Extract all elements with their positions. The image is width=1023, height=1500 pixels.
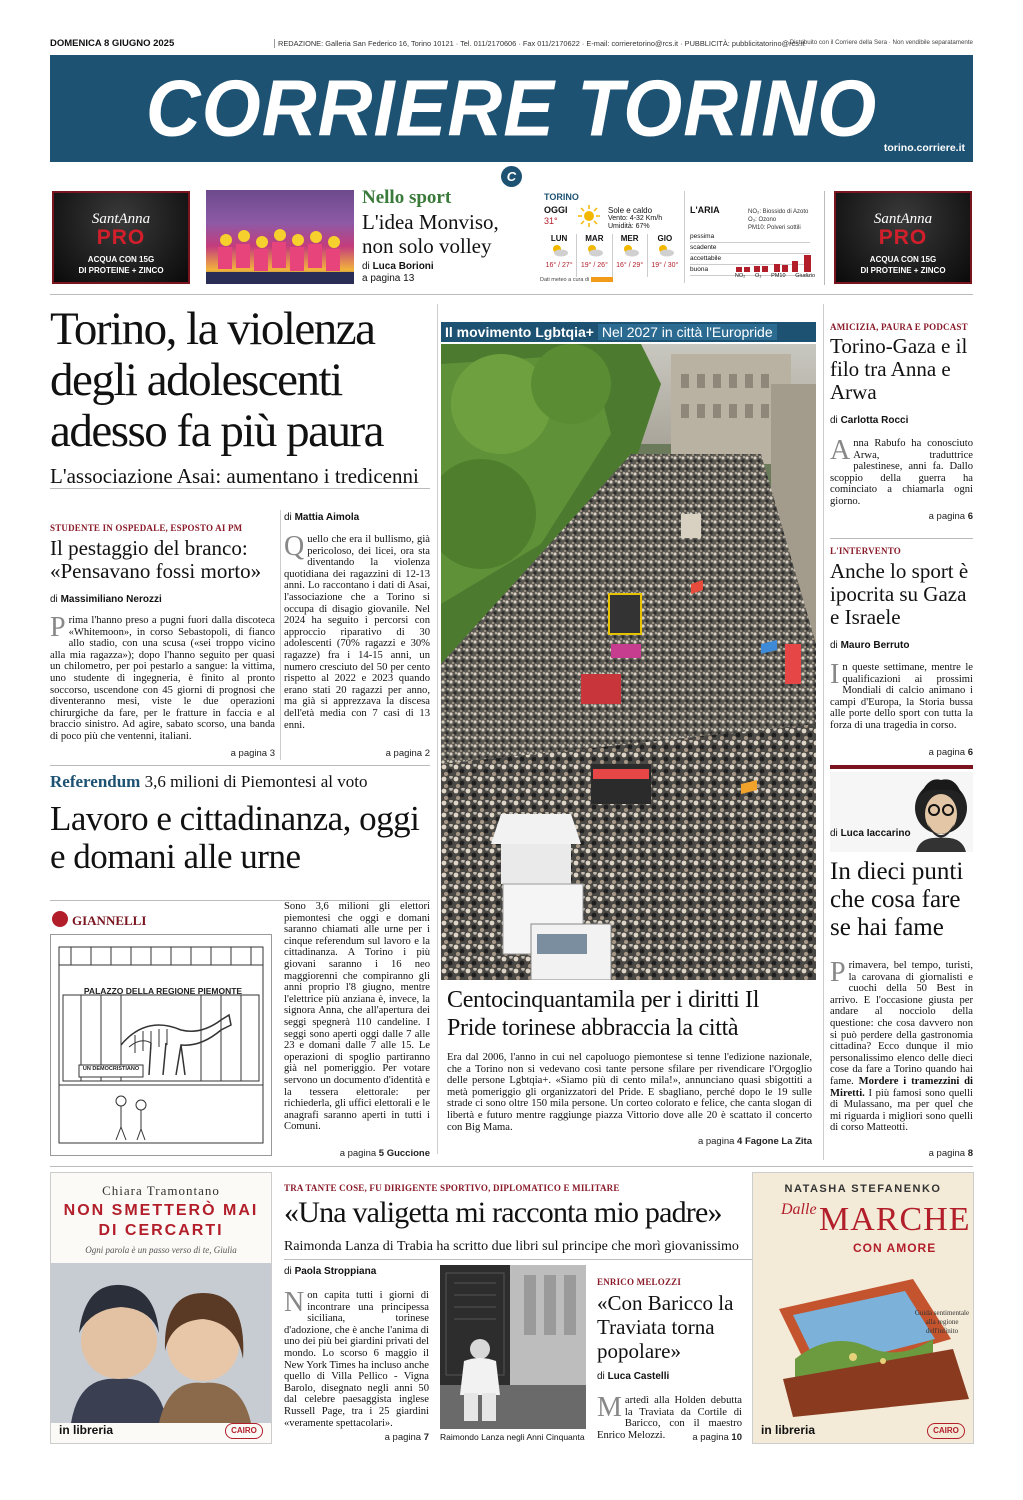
valigetta-author: Paola Stroppiana <box>294 1266 377 1277</box>
sun-icon <box>576 205 602 227</box>
food-author: Luca Iaccarino <box>840 828 911 839</box>
ad-product: PRO <box>96 226 146 249</box>
book-ad-right[interactable] <box>752 1172 974 1444</box>
sport-op-ref[interactable]: a pagina 6 <box>928 747 973 758</box>
beating-ref[interactable]: a pagina 3 <box>230 748 275 759</box>
lead-author: Mattia Aimola <box>294 512 360 523</box>
lead-byline: di Mattia Aimola <box>284 512 360 523</box>
beating-byline: di Massimiliano Nerozzi <box>50 594 162 605</box>
book-left-publisher: CAIRO <box>225 1423 263 1439</box>
traviata-ref[interactable]: a pagina 10 <box>692 1432 742 1443</box>
redazione-info: REDAZIONE: Galleria San Federico 16, Torino 10121 · Tel. 011/2170606 · Fax 011/2170622 · E-mail: corrieretorino@rcs.it · PUBBLICITÀ: pubblicitatorino@rcs.it <box>274 39 805 48</box>
partly-cloudy-icon <box>549 243 569 257</box>
food-byline: di Luca Iaccarino <box>830 828 911 839</box>
sport-title[interactable]: L'idea Monviso, non solo volley <box>362 210 499 258</box>
sport-op-byline: di Mauro Berruto <box>830 640 910 651</box>
top-bar <box>50 38 973 50</box>
author-portrait <box>910 776 972 852</box>
traviata-kicker: ENRICO MELOZZI <box>597 1277 682 1287</box>
referendum-kicker: Referendum 3,6 milioni di Piemontesi al voto <box>50 772 368 791</box>
forecast-day: MAR 19° / 26° <box>577 234 612 277</box>
pride-headline[interactable]: Centocinquantamila per i diritti Il Pride torinese abbraccia la città <box>447 987 760 1041</box>
air-quality-bars <box>730 241 815 273</box>
book-right-title-big: MARCHE <box>819 1201 971 1238</box>
traviata-headline[interactable]: «Con Baricco la Traviata torna popolare» <box>597 1291 734 1363</box>
partly-cloudy-icon <box>584 243 604 257</box>
weather-today-label: OGGI <box>544 205 568 215</box>
weather-desc: Sole e caldo <box>608 206 653 215</box>
cartoon-drawing <box>50 934 272 1156</box>
traviata-byline: di Luca Castelli <box>597 1371 670 1382</box>
air-title: L'ARIA <box>690 205 720 215</box>
valigetta-byline: di Paola Stroppiana <box>284 1266 377 1277</box>
gaza-ref[interactable]: a pagina 6 <box>928 511 973 522</box>
pride-photo <box>441 344 816 980</box>
book-left-title: NON SMETTERÒ MAI DI CERCARTI <box>63 1202 259 1239</box>
traviata-author: Luca Castelli <box>607 1371 670 1382</box>
beating-kicker: STUDENTE IN OSPEDALE, ESPOSTO AI PM <box>50 523 243 533</box>
sport-byline: di Luca Borioni <box>362 261 434 272</box>
partly-cloudy-icon <box>655 243 675 257</box>
lead-headline[interactable]: Torino, la violenza degli adolescenti adesso fa più paura <box>50 303 383 457</box>
book-right-guide: Guida sentimentale alla regione dell'infinito <box>914 1309 970 1335</box>
sport-op-author: Mauro Berruto <box>840 640 910 651</box>
forecast-day: GIO 19° / 30° <box>651 234 679 269</box>
traviata-body: Martedì alla Holden debutta la Traviata da Cortile di Baricco, con il maestro Enrico Melozzi. <box>597 1392 742 1441</box>
sport-op-headline[interactable]: Anche lo sport è ipocrita su Gaza e Israele <box>830 559 969 629</box>
ad-line1: ACQUA CON 15G <box>869 255 937 264</box>
sport-op-kicker: L'INTERVENTO <box>830 546 901 556</box>
ad-line2: DI PROTEINE + ZINCO <box>860 266 946 275</box>
book-right-footer: in libreria <box>761 1423 816 1437</box>
weather-city: TORINO <box>544 192 579 202</box>
website-url[interactable]: torino.corriere.it <box>883 142 965 154</box>
sport-kicker: Nello sport <box>362 187 452 208</box>
book-right-title-small: CON AMORE <box>853 1241 937 1255</box>
sport-author: Luca Borioni <box>372 261 434 272</box>
valigetta-ref[interactable]: a pagina 7 <box>384 1432 429 1443</box>
referendum-ref[interactable]: a pagina 5 Guccione <box>339 1148 430 1159</box>
lead-body: Quello che era il bullismo, già pericoloso, dei licei, ora sta diventando la violenza quotidiana dei ragazzini di 12-13 anni. Lo raccontano i dati di Asai, l'associazione che a Torino si occupa di disagio giovanile. Nel 2024 ha seguito i percorsi con approccio riparativo di 30 adolescenti (70% ragazzi e 30% ragazze) fra i 14-15 anni, un numero cresciuto del 50 per cento rispetto al 2022 e 2023 quando erano stati 20 ragazzi per anno, ma già si apprezzava la discesa dell'età media con 7 casi di 13 enni. <box>284 531 430 731</box>
forecast-row <box>542 234 682 277</box>
valigetta-photo-caption: Raimondo Lanza negli Anni Cinquanta <box>440 1432 585 1442</box>
valigetta-photo <box>440 1265 586 1429</box>
lead-subtitle: L'associazione Asai: aumentano i tredicenni <box>50 464 419 488</box>
masthead-title: CORRIERE TORINO <box>145 63 878 154</box>
pride-kicker: Il movimento Lgbtqia+ Nel 2027 in città l'Europride <box>441 322 816 342</box>
logo-c-icon: C <box>501 166 522 187</box>
food-ref[interactable]: a pagina 8 <box>928 1148 973 1159</box>
air-legend: NO₂: Biossido di Azoto O₃: Ozono PM10: Polveri sottili <box>748 209 809 231</box>
book-right-title-script: Dalle <box>781 1201 817 1218</box>
valigetta-body: Non capita tutti i giorni di incontrare una principessa siciliana, torinese d'adozione, che è anche l'anima di uno dei più bei giardini privati del mondo. Lo scorso 6 maggio il New York Times ha incluso anche quello di Villa Pellico - Vigna Barolo, disegnato negli anni 50 dal celebre paesaggista inglese Russell Page, tra i 25 giardini «veramente spettacolari». <box>284 1287 429 1429</box>
book-ad-left[interactable] <box>50 1172 272 1444</box>
weather-credit: Dati meteo a cura di <box>540 277 613 283</box>
cartoon-sign: UN DEMOCRISTIANO <box>82 1066 140 1072</box>
valigetta-headline[interactable]: «Una valigetta mi racconta mio padre» <box>284 1196 722 1229</box>
forecast-day: MER 16° / 29° <box>613 234 648 277</box>
food-body: Primavera, bel tempo, turisti, la carovana di giornalisti e cuochi della 50 Best in arrivo. E l'occasione giusta per andare al nocciolo della questione: che cosa davvero non si può perdere della gastronomia cittadina? Ecco dunque il mio personalissimo elenco delle dieci cose da fare a Torino quando hai fame. Mordere i tramezzini di Miretti. I più famosi sono quelli di Mulassano, ma per quel che mi riguarda i migliori sono quelli di corso Matteotti. <box>830 957 973 1134</box>
cartoon-label: GIANNELLI <box>72 913 147 928</box>
ad-brand: SantAnna <box>873 211 933 227</box>
pride-body: Era dal 2006, l'anno in cui nel capoluogo piemontese si tenne l'edizione nazionale, che a Torino non si vedevano così tante persone sfilare per rivendicare l'Orgoglio delle persone Lgbtqia+. «Siamo più di cento mila!», annunciano quasi sbigottiti a metà pomeriggio gli organizzatori del Pride. E sbagliano, perché dopo le 19 sulle strade ci sono oltre 150 mila persone. Un corteo colorato e felice, che canta slogan di libertà e futuro mentre raggiunge piazza Vittorio dove alle 20 è scattato il concerto con Big Mama. <box>447 1052 812 1133</box>
weather-today-temp: 31° <box>544 216 558 226</box>
weather-humidity: Umidità: 67% <box>608 223 650 230</box>
ad-brand: SantAnna <box>91 211 151 227</box>
weather-panel <box>532 191 825 285</box>
cartoon-box <box>50 904 275 1159</box>
book-right-cover-art <box>773 1269 973 1419</box>
distribution-note: Distribuito con il Corriere della Sera · Non vendibile separatamente <box>789 39 973 46</box>
gaza-headline[interactable]: Torino-Gaza e il filo tra Anna e Arwa <box>830 334 968 404</box>
book-left-tagline: Ogni parola è un passo verso di te, Giulia <box>85 1245 237 1255</box>
book-right-publisher: CAIRO <box>927 1423 965 1439</box>
gaza-author: Carlotta Rocci <box>840 415 909 426</box>
sport-ref: a pagina 13 <box>362 273 415 284</box>
beating-body: Prima l'hanno preso a pugni fuori dalla discoteca «Whitemoon», in corso Sebastopoli, di fianco allo stadio, con una scusa («sei troppo vicino alla mia ragazza»); dopo l'hanno seguito per quasi un chilometro, per poi pestarlo a sangue: la vittima, uno studente di ingegneria, è finito al pronto soccorso, uscendone con 45 giorni di prognosi che diventeranno mesi, viste le due operazioni chirurgiche da fare, per le fratture in faccia e al braccio sinistro. Ad agire, sabato scorso, una banda di poco più che ventenni, italiani. <box>50 612 275 742</box>
ad-line2: DI PROTEINE + ZINCO <box>78 266 164 275</box>
cartoon-caption: PALAZZO DELLA REGIONE PIEMONTE <box>83 986 243 996</box>
issue-date: DOMENICA 8 GIUGNO 2025 <box>50 38 175 49</box>
beating-headline[interactable]: Il pestaggio del branco: «Pensavano fossi morto» <box>50 536 262 583</box>
masthead <box>50 55 973 162</box>
sport-op-body: In queste settimane, mentre le qualificazioni ai prossimi Mondiali di calcio animano i campi d'Europa, la Storia bussa alle porte dello sport con tutta la forza di una tragedia in corso. <box>830 659 973 731</box>
valigetta-kicker: TRA TANTE COSE, FU DIRIGENTE SPORTIVO, DIPLOMATICO E MILITARE <box>284 1183 620 1193</box>
ad-product: PRO <box>878 226 928 249</box>
partly-cloudy-icon <box>620 243 640 257</box>
gaza-body: Anna Rabufo ha conosciuto Arwa, traduttrice palestinese, anni fa. Dallo scoppio della guerra ha cominciato a chiamarla ogni giorno. <box>830 435 973 507</box>
gaza-kicker: AMICIZIA, PAURA E PODCAST <box>830 322 968 332</box>
sponsor-ad-right[interactable] <box>834 191 972 284</box>
book-left-footer: in libreria <box>59 1423 114 1437</box>
food-headline[interactable]: In dieci punti che cosa fare se hai fame <box>830 858 964 941</box>
book-left-author: Chiara Tramontano <box>102 1183 220 1198</box>
ad-line1: ACQUA CON 15G <box>87 255 155 264</box>
air-chart: pessima scadente accettabile buona <box>690 232 810 276</box>
referendum-body: Sono 3,6 milioni gli elettori piemontesi che oggi e domani saranno chiamati alle urne per i cinque referendum sul lavoro e la cittadinanza. A Torino i più giovani saranno i 16 neo maggiorenni che compiranno gli anni proprio l'8 giugno, mentre l'elettrice più anziana è, invece, la signora Anna, che all'apertura dei seggi spegnerà 110 candeline. I seggi sono aperti oggi dalle 7 alle 23 e domani dalle 7 alle 15. Le operazioni di spoglio partiranno già nel pomeriggio. Per votare servono un documento d'identità e la tessera elettorale: per richiederla, gli uffici elettorali e le anagrafi saranno aperti in tutti i Comuni. <box>284 901 430 1133</box>
cartoon-marker-icon <box>52 911 68 927</box>
beating-author: Massimiliano Nerozzi <box>60 594 162 605</box>
referendum-headline[interactable]: Lavoro e cittadinanza, oggi e domani alle urne <box>50 799 420 876</box>
forecast-day: LUN 16° / 27° <box>542 234 577 277</box>
food-top-bar <box>830 765 973 769</box>
volley-photo <box>206 190 354 284</box>
valigetta-subtitle: Raimonda Lanza di Trabia ha scritto due libri sul principe che morì giovanissimo <box>284 1239 739 1254</box>
weather-wind: Vento: 4-32 Km/h <box>608 215 663 222</box>
gaza-byline: di Carlotta Rocci <box>830 415 909 426</box>
lead-ref[interactable]: a pagina 2 <box>385 748 430 759</box>
weather-provider-logo <box>591 277 613 282</box>
air-axis: NO₂ O₃ PM10 Giudizio <box>734 273 816 279</box>
book-right-author: NATASHA STEFANENKO <box>784 1183 942 1195</box>
book-left-cover-photo <box>51 1263 271 1423</box>
pride-ref[interactable]: a pagina 4 Fagone La Zita <box>697 1136 812 1147</box>
sponsor-ad-left[interactable] <box>52 191 190 284</box>
